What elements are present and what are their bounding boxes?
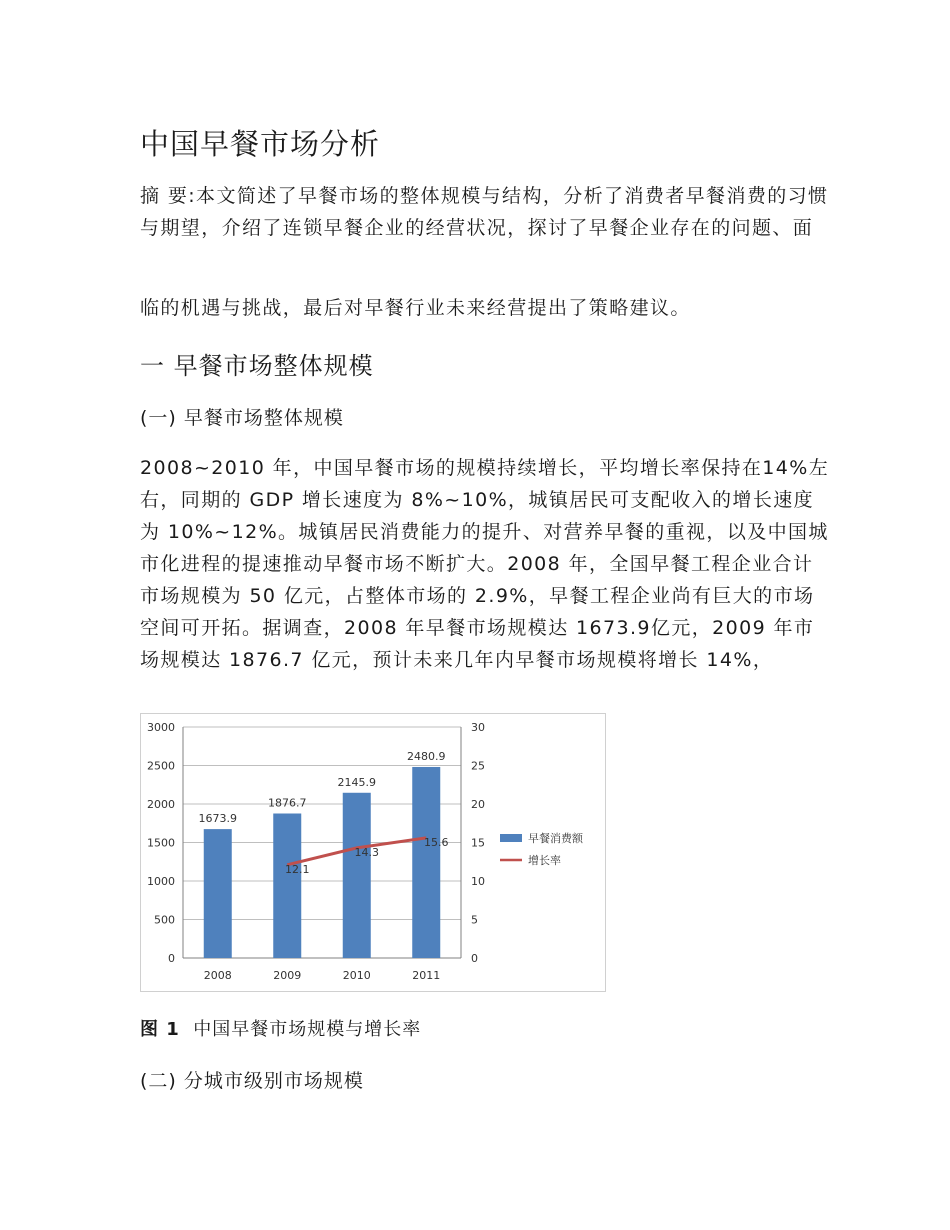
y-left-tick-label: 3000	[147, 721, 175, 734]
figure-caption-text: 中国早餐市场规模与增长率	[193, 1019, 422, 1040]
y-right-tick-label: 0	[471, 952, 478, 965]
figure-caption	[140, 1015, 421, 1041]
bar-data-label: 1876.7	[268, 796, 307, 810]
bar-data-label: 2145.9	[337, 775, 376, 789]
legend-label-bars: 早餐消费额	[528, 832, 583, 845]
legend-label-line: 增长率	[528, 854, 561, 867]
line-data-label: 12.1	[285, 862, 310, 876]
abstract-continuation: 临的机遇与挑战，最后对早餐行业未来经营提出了策略建议。	[140, 297, 691, 319]
section-heading-1: 一 早餐市场整体规模	[140, 352, 374, 380]
y-right-tick-label: 5	[471, 913, 478, 927]
document-title: 中国早餐市场分析	[140, 127, 381, 161]
y-right-tick-label: 25	[471, 759, 485, 773]
y-left-tick-label: 2500	[147, 759, 175, 773]
legend-swatch-bars	[500, 834, 522, 842]
body-paragraph-1: 2008~2010 年，中国早餐市场的规模持续增长，平均增长率保持在14%左右，同期的 GDP 增长速度为 8%~10%，城镇居民可支配收入的增长速度为 10%~12%。城镇居民消费能力的提升、对营养早餐的重视，以及中国城市化进程的提速推动早餐市场不断扩大。2008 年，全国早餐工程企业合计市场规模为 50 亿元，占整体市场的 2.9%，早餐工程企业尚有巨大的市场空间可开拓。据调查，2008 年早餐市场规模达 1673.9亿元，2009 年市场规模达 1876.7 亿元，预计未来几年内早餐市场规模将增长 14%，	[140, 457, 830, 671]
y-right-tick-label: 20	[471, 798, 485, 811]
y-right-tick-label: 15	[471, 836, 485, 850]
y-left-tick-label: 1000	[147, 875, 175, 888]
bar-2010	[343, 793, 371, 958]
bar-2011	[412, 767, 440, 958]
y-left-tick-label: 2000	[147, 798, 175, 811]
y-left-tick-label: 1500	[147, 836, 175, 850]
bar-2009	[273, 813, 301, 958]
market-size-chart	[140, 713, 606, 992]
figure-label: 图 1	[140, 1019, 180, 1040]
bar-2008	[204, 829, 232, 958]
x-tick-label: 2009	[273, 969, 302, 982]
bar-data-label: 2480.9	[407, 749, 446, 763]
subsection-heading-1: (一) 早餐市场整体规模	[140, 407, 344, 429]
y-right-tick-label: 10	[471, 875, 485, 888]
bar-data-label: 1673.9	[198, 812, 237, 826]
line-data-label: 15.6	[424, 835, 449, 849]
y-left-tick-label: 0	[168, 952, 175, 965]
y-left-tick-label: 500	[154, 913, 175, 927]
x-tick-label: 2011	[412, 969, 441, 982]
y-right-tick-label: 30	[471, 721, 485, 734]
abstract-paragraph: 摘 要:本文简述了早餐市场的整体规模与结构，分析了消费者早餐消费的习惯与期望，介绍了连锁早餐企业的经营状况，探讨了早餐企业存在的问题、面	[140, 185, 829, 239]
x-tick-label: 2010	[342, 969, 371, 982]
subsection-heading-2: (二) 分城市级别市场规模	[140, 1070, 364, 1092]
x-tick-label: 2008	[203, 969, 232, 982]
line-data-label: 14.3	[354, 845, 379, 859]
